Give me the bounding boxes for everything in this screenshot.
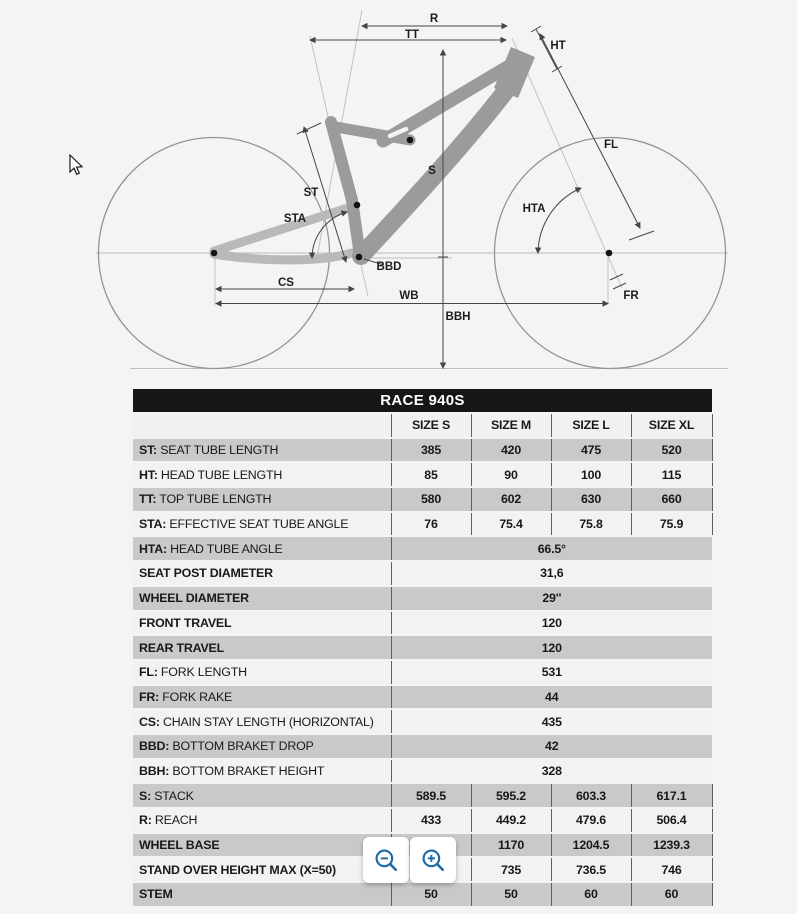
row-label: STA: EFFECTIVE SEAT TUBE ANGLE <box>133 512 391 537</box>
table-row <box>133 709 712 734</box>
row-label: S: STACK <box>133 783 391 808</box>
cell-value-merged: 44 <box>391 685 712 710</box>
row-label: HT: HEAD TUBE LENGTH <box>133 462 391 487</box>
cell-value: 60 <box>551 882 631 906</box>
dim-forkrake-2 <box>613 283 626 289</box>
label-tt: TT <box>404 29 420 41</box>
row-label: FR: FORK RAKE <box>133 685 391 710</box>
table-title: RACE 940S <box>133 389 712 412</box>
cell-value: 506.4 <box>631 808 712 833</box>
row-label: TT: TOP TUBE LENGTH <box>133 487 391 512</box>
cell-value: 1204.5 <box>551 833 631 858</box>
cell-value: 595.2 <box>471 783 551 808</box>
row-label: FL: FORK LENGTH <box>133 660 391 685</box>
label-cs: CS <box>278 277 294 289</box>
table-row <box>133 882 712 906</box>
label-st: ST <box>303 187 319 199</box>
size-header: SIZE M <box>471 413 551 438</box>
row-label: CS: CHAIN STAY LENGTH (HORIZONTAL) <box>133 709 391 734</box>
row-label: R: REACH <box>133 808 391 833</box>
cell-value: 603.3 <box>551 783 631 808</box>
dim-forklength <box>540 34 640 228</box>
size-header: SIZE L <box>551 413 631 438</box>
cell-value: 75.9 <box>631 512 712 537</box>
cell-value: 85 <box>391 462 471 487</box>
row-label: BBD: BOTTOM BRAKET DROP <box>133 734 391 759</box>
label-ht: HT <box>550 40 566 52</box>
table-row <box>133 808 712 833</box>
cell-value: 50 <box>471 882 551 906</box>
magnifier-plus-icon <box>420 847 446 873</box>
cell-value: 735 <box>471 857 551 882</box>
cell-value-merged: 29'' <box>391 586 712 611</box>
cell-value: 385 <box>391 438 471 463</box>
row-label: REAR TRAVEL <box>133 635 391 660</box>
cell-value: 580 <box>391 487 471 512</box>
table-row <box>133 487 712 512</box>
cell-value: 50 <box>391 882 471 906</box>
table-row <box>133 586 712 611</box>
cell-value-merged: 435 <box>391 709 712 734</box>
cell-value-merged: 66.5° <box>391 536 712 561</box>
table-row <box>133 536 712 561</box>
geometry-table <box>133 389 712 906</box>
dimension-lines <box>216 26 654 368</box>
cell-value: 60 <box>631 882 712 906</box>
zoom-out-button[interactable] <box>363 837 409 883</box>
cell-value: 115 <box>631 462 712 487</box>
front-triangle <box>331 52 523 256</box>
row-label: SEAT POST DIAMETER <box>133 561 391 586</box>
table-row <box>133 685 712 710</box>
cell-value: 75.4 <box>471 512 551 537</box>
cell-value: 602 <box>471 487 551 512</box>
table-row <box>133 462 712 487</box>
mouse-cursor <box>70 155 82 174</box>
table-row <box>133 783 712 808</box>
row-label: HTA: HEAD TUBE ANGLE <box>133 536 391 561</box>
label-bbh: BBH <box>445 311 471 323</box>
cell-value: 76 <box>391 512 471 537</box>
dimension-labels <box>278 13 639 323</box>
table-row <box>133 438 712 463</box>
cell-value: 100 <box>551 462 631 487</box>
cell-value: 1170 <box>471 833 551 858</box>
cell-value: 75.8 <box>551 512 631 537</box>
cell-value: 479.6 <box>551 808 631 833</box>
zoom-in-button[interactable] <box>410 837 456 883</box>
label-sta: STA <box>283 213 307 225</box>
magnifier-minus-icon <box>373 847 399 873</box>
cell-value-merged: 31,6 <box>391 561 712 586</box>
label-bbd: BBD <box>376 261 402 273</box>
row-label: FRONT TRAVEL <box>133 611 391 636</box>
cell-value: 617.1 <box>631 783 712 808</box>
cell-value-merged: 42 <box>391 734 712 759</box>
table-row <box>133 611 712 636</box>
cell-value: 449.2 <box>471 808 551 833</box>
cell-value: 520 <box>631 438 712 463</box>
cell-value-merged: 328 <box>391 759 712 784</box>
label-s: S <box>428 165 436 177</box>
row-label: STAND OVER HEIGHT MAX (X=50) <box>133 857 391 882</box>
row-label: WHEEL DIAMETER <box>133 586 391 611</box>
cell-value: 660 <box>631 487 712 512</box>
cell-value-merged: 531 <box>391 660 712 685</box>
cell-value: 746 <box>631 857 712 882</box>
geometry-table-body <box>133 438 712 906</box>
label-fr: FR <box>623 290 639 302</box>
cell-value: 420 <box>471 438 551 463</box>
table-row <box>133 512 712 537</box>
table-row <box>133 734 712 759</box>
corner-cell <box>133 413 391 438</box>
row-label: WHEEL BASE <box>133 833 391 858</box>
bike-geometry-diagram <box>0 0 797 386</box>
label-hta: HTA <box>522 203 546 215</box>
size-header: SIZE XL <box>631 413 712 438</box>
label-wb: WB <box>399 290 419 302</box>
row-label: STEM <box>133 882 391 906</box>
cell-value-merged: 120 <box>391 611 712 636</box>
cell-value: 630 <box>551 487 631 512</box>
dim-headangle-arc <box>538 188 581 253</box>
cell-value: 1239.3 <box>631 833 712 858</box>
cell-value: 736.5 <box>551 857 631 882</box>
cell-value: 475 <box>551 438 631 463</box>
row-label: ST: SEAT TUBE LENGTH <box>133 438 391 463</box>
size-header: SIZE S <box>391 413 471 438</box>
cell-value: 90 <box>471 462 551 487</box>
table-row <box>133 635 712 660</box>
row-label: BBH: BOTTOM BRAKET HEIGHT <box>133 759 391 784</box>
table-row <box>133 561 712 586</box>
label-fl: FL <box>603 139 619 151</box>
cell-value: 589.5 <box>391 783 471 808</box>
label-r: R <box>429 13 439 25</box>
size-header-row <box>133 413 712 438</box>
cell-value-merged: 120 <box>391 635 712 660</box>
table-row <box>133 660 712 685</box>
table-row <box>133 759 712 784</box>
cell-value: 433 <box>391 808 471 833</box>
